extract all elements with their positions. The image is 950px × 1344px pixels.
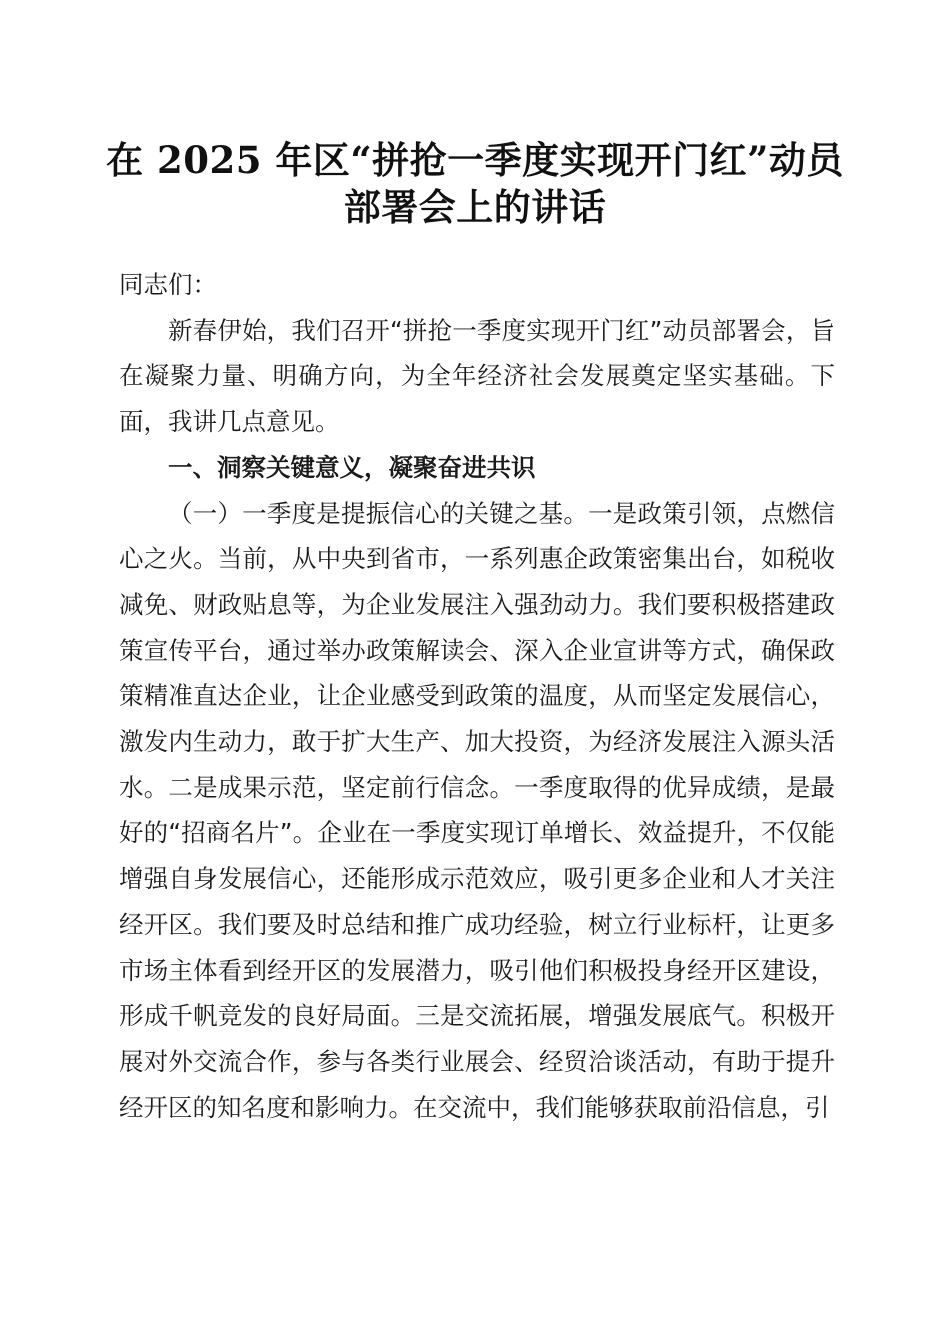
title-line-1: 在 2025 年区“拼抢一季度实现开门红”动员 xyxy=(106,138,844,182)
title-line-2: 部署会上的讲话 xyxy=(343,185,607,229)
section-heading-1: 一、洞察关键意义，凝聚奋进共识 xyxy=(168,452,536,482)
document-title xyxy=(100,137,850,231)
document-body xyxy=(119,262,835,1130)
greeting: 同志们： xyxy=(119,270,217,299)
section-1-paragraph-1: （一）一季度是提振信心的关键之基。一是政策引领，点燃信心之火。当前，从中央到省市，一系列惠企政策密集出台，如税收减免、财政贴息等，为企业发展注入强劲动力。我们要积极搭建政策宣传平台，通过举办政策解读会、深入企业宣讲等方式，确保政策精准直达企业，让企业感受到政策的温度，从而坚定发展信心，激发内生动力，敢于扩大生产、加大投资，为经济发展注入源头活水。二是成果示范，坚定前行信念。一季度取得的优异成绩，是最好的“招商名片”。企业在一季度实现订单增长、效益提升，不仅能增强自身发展信心，还能形成示范效应，吸引更多企业和人才关注经开区。我们要及时总结和推广成功经验，树立行业标杆，让更多市场主体看到经开区的发展潜力，吸引他们积极投身经开区建设，形成千帆竞发的良好局面。三是交流拓展，增强发展底气。积极开展对外交流合作，参与各类行业展会、经贸洽谈活动，有助于提升经开区的知名度和影响力。在交流中，我们能够获取前沿信息，引 xyxy=(119,498,835,1122)
intro-paragraph: 新春伊始，我们召开“拼抢一季度实现开门红”动员部署会，旨在凝聚力量、明确方向，为全年经济社会发展奠定坚实基础。下面，我讲几点意见。 xyxy=(119,315,835,437)
